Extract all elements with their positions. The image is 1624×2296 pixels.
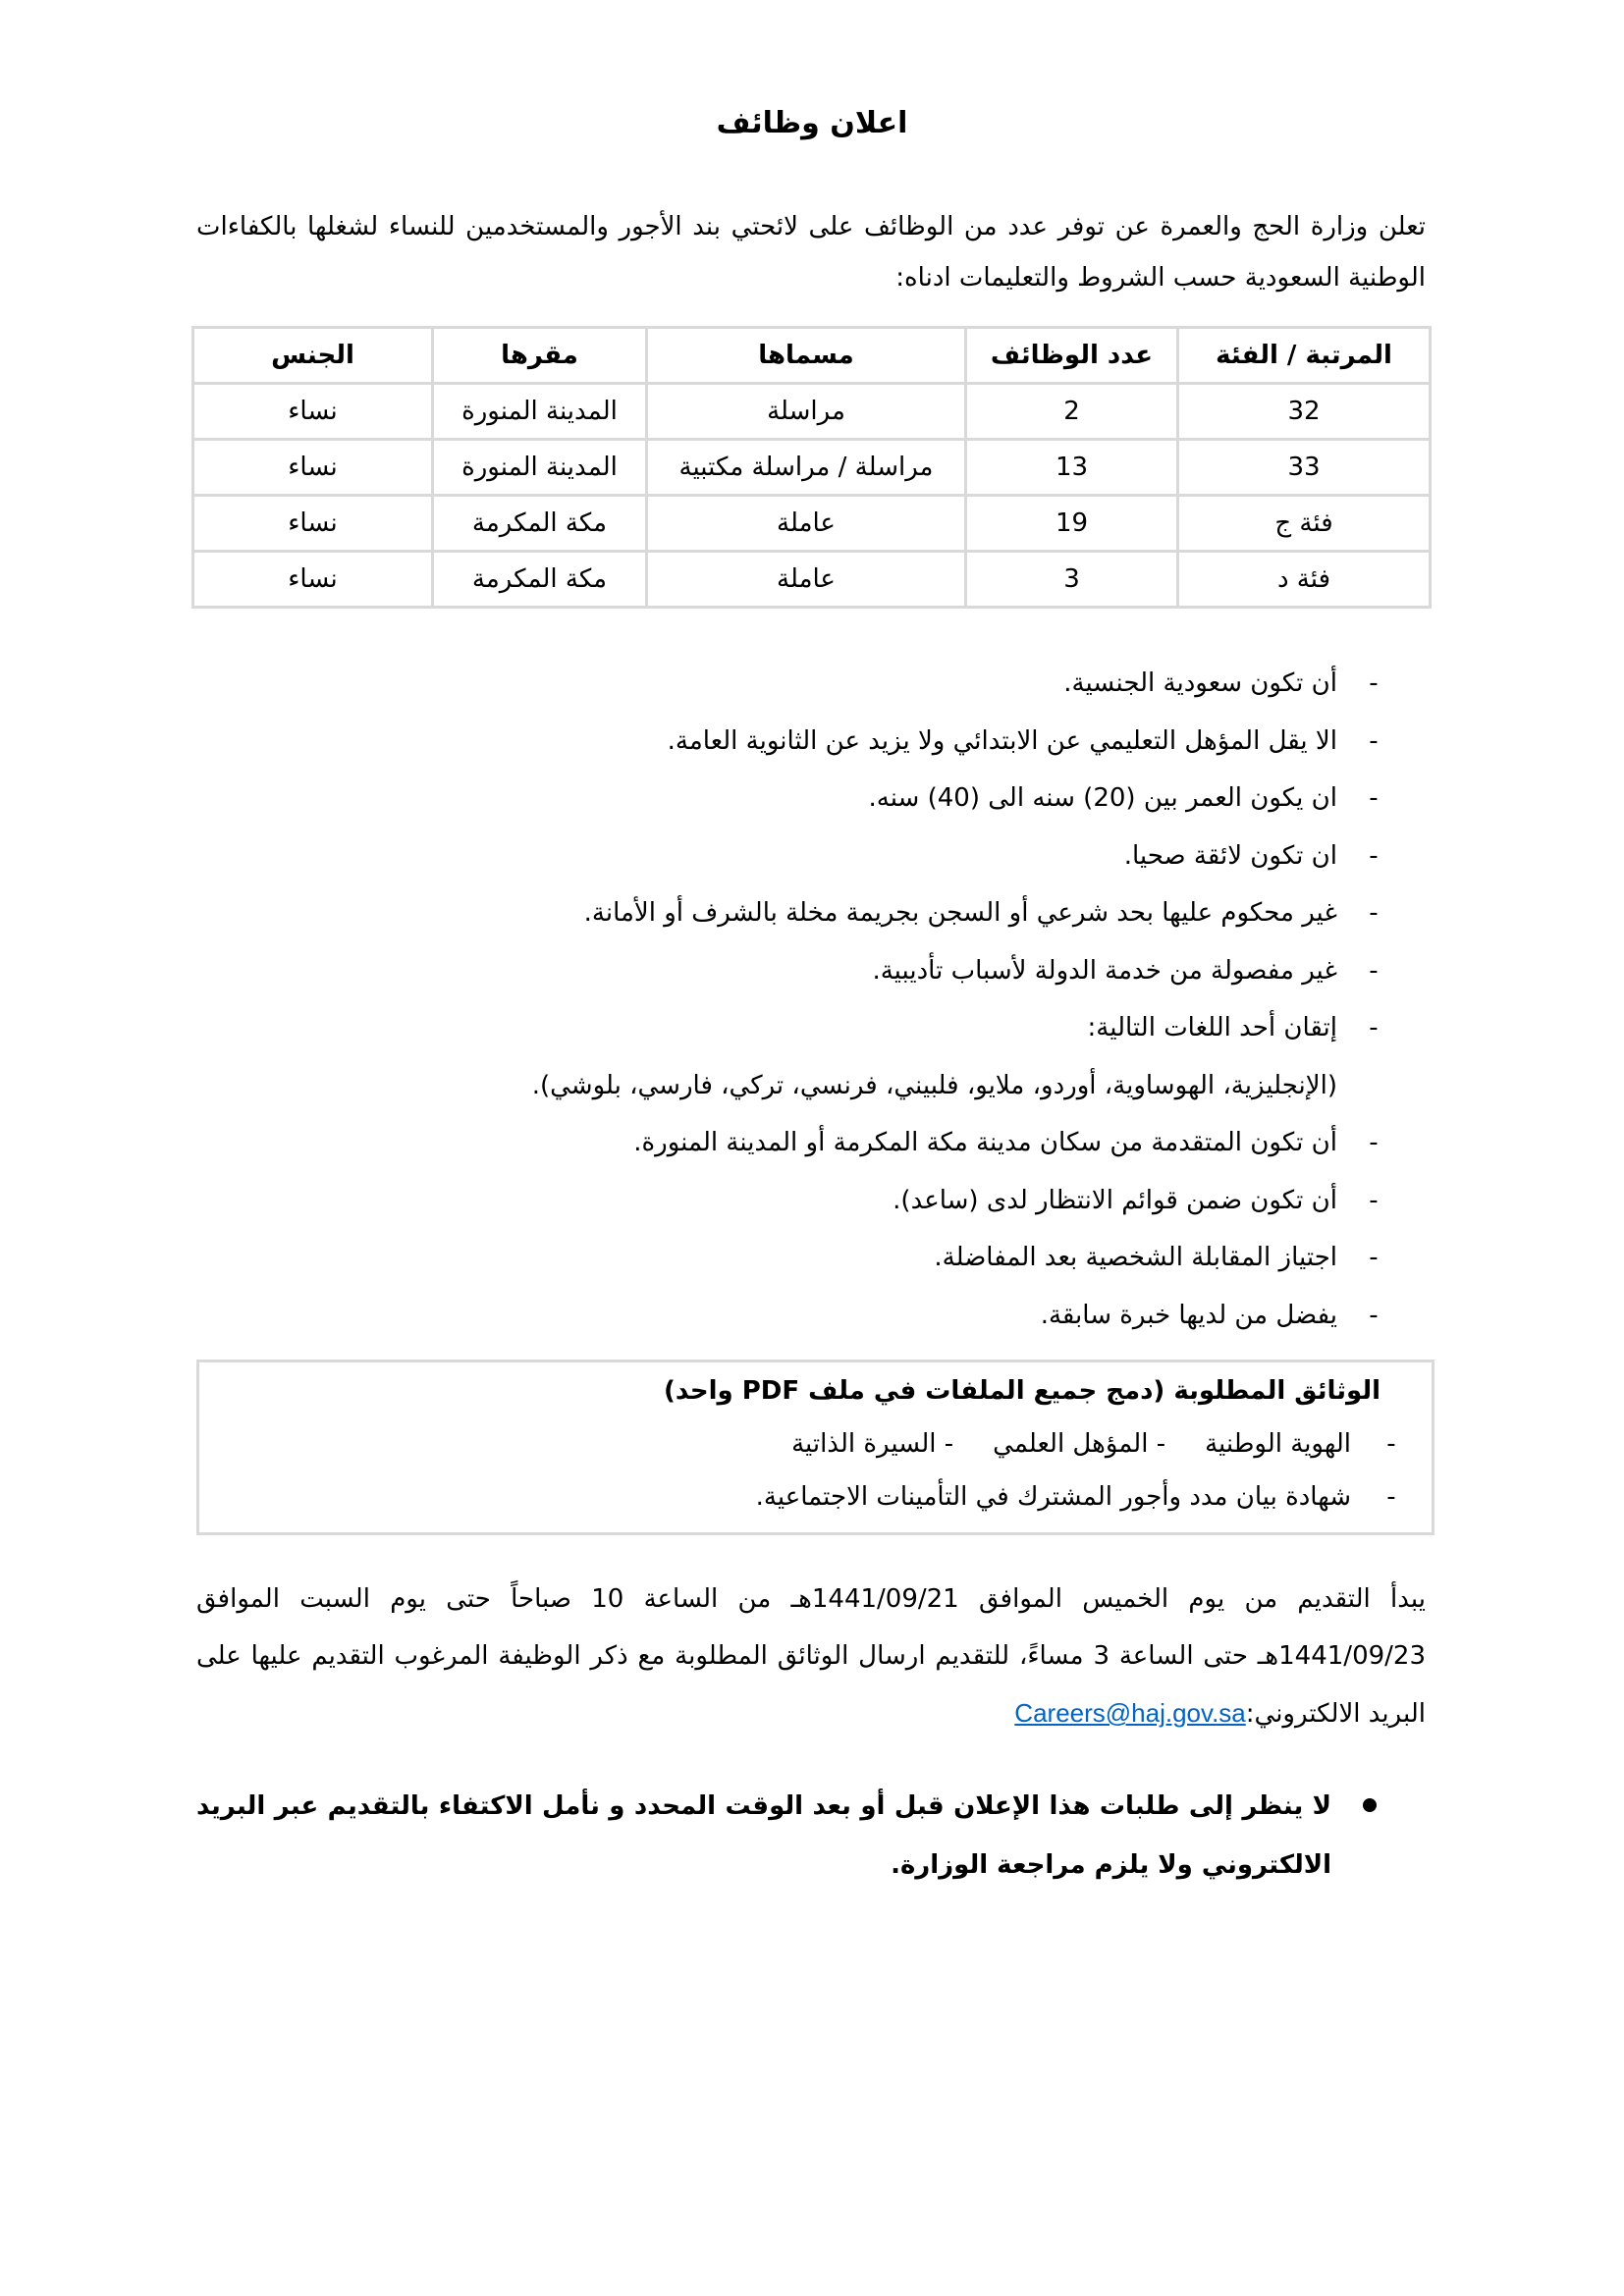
- document-item: - السيرة الذاتية: [791, 1429, 954, 1459]
- dash-marker: -: [1369, 725, 1379, 756]
- required-documents-box: [196, 1360, 1435, 1535]
- application-paragraph: [196, 1571, 1426, 1742]
- intro-paragraph: تعلن وزارة الحج والعمرة عن توفر عدد من الوظائف على لائحتي بند الأجور والمستخدمين للنساء لشغلها بالكفاءات الوطنية السعودية حسب الشروط والتعليمات ادناه:: [196, 212, 1426, 293]
- conditions-list: [295, 659, 1426, 1348]
- dash-marker: -: [1369, 1243, 1379, 1272]
- condition-item: [295, 659, 1426, 717]
- cell-location: مكة المكرمة: [433, 496, 647, 552]
- cell-grade: 33: [1178, 440, 1431, 496]
- condition-item: [295, 1003, 1426, 1061]
- cell-count: 2: [966, 384, 1178, 440]
- cell-gender: نساء: [193, 384, 433, 440]
- languages-line: [295, 1061, 1426, 1119]
- bullet-icon: [1363, 1798, 1377, 1812]
- dash-marker: -: [1386, 1429, 1396, 1459]
- condition-item: [295, 1233, 1426, 1291]
- cell-location: مكة المكرمة: [433, 552, 647, 608]
- condition-text: يفضل من لديها خبرة سابقة.: [1040, 1300, 1337, 1330]
- documents-heading: الوثائق المطلوبة (دمج جميع الملفات في ملف PDF واحد): [663, 1376, 1380, 1406]
- condition-item: [295, 717, 1426, 774]
- cell-title: مراسلة: [647, 384, 966, 440]
- document-item: - المؤهل العلمي: [993, 1429, 1166, 1459]
- condition-item: [295, 1118, 1426, 1176]
- documents-line: [756, 1482, 1402, 1512]
- cell-grade: فئة ج: [1178, 496, 1431, 552]
- condition-item: [295, 946, 1426, 1004]
- cell-gender: نساء: [193, 552, 433, 608]
- languages-text: (الإنجليزية، الهوساوية، أوردو، ملايو، فلبيني، فرنسي، تركي، فارسي، بلوشي).: [531, 1070, 1337, 1100]
- cell-grade: فئة د: [1178, 552, 1431, 608]
- dash-marker: -: [1369, 1300, 1379, 1330]
- dash-marker: -: [1369, 955, 1379, 986]
- cell-count: 3: [966, 552, 1178, 608]
- condition-item: [295, 1291, 1426, 1349]
- cell-count: 19: [966, 496, 1178, 552]
- cell-gender: نساء: [193, 496, 433, 552]
- document-item: الهوية الوطنية: [1205, 1429, 1351, 1459]
- page-title: اعلان وظائف: [716, 106, 908, 140]
- table-row: [193, 552, 1431, 608]
- dash-marker: -: [1369, 783, 1379, 813]
- cell-title: عاملة: [647, 552, 966, 608]
- dash-marker: -: [1369, 898, 1379, 928]
- header-count: عدد الوظائف: [966, 328, 1178, 384]
- condition-text: إتقان أحد اللغات التالية:: [1087, 1013, 1337, 1042]
- notice-text: لا ينظر إلى طلبات هذا الإعلان قبل أو بعد الوقت المحدد و نأمل الاكتفاء بالتقديم عبر البريد الالكتروني ولا يلزم مراجعة الوزارة.: [196, 1791, 1331, 1880]
- documents-line: [791, 1429, 1402, 1459]
- header-location: مقرها: [433, 328, 647, 384]
- cell-title: مراسلة / مراسلة مكتبية: [647, 440, 966, 496]
- condition-text: ان تكون لائقة صحيا.: [1123, 840, 1337, 871]
- dash-marker: -: [1369, 1185, 1379, 1215]
- table-header-row: [193, 328, 1431, 384]
- condition-item: [295, 1176, 1426, 1234]
- condition-text: أن تكون سعودية الجنسية.: [1063, 668, 1337, 698]
- document-item: شهادة بيان مدد وأجور المشترك في التأمينات الاجتماعية.: [755, 1482, 1351, 1512]
- dash-marker: -: [1369, 668, 1379, 698]
- jobs-table: [191, 326, 1432, 609]
- condition-text: اجتياز المقابلة الشخصية بعد المفاضلة.: [934, 1243, 1337, 1272]
- header-grade: المرتبة / الفئة: [1178, 328, 1431, 384]
- table-row: [193, 440, 1431, 496]
- cell-location: المدينة المنورة: [433, 384, 647, 440]
- table-row: [193, 384, 1431, 440]
- dash-marker: -: [1386, 1482, 1396, 1512]
- notice-paragraph: [196, 1777, 1426, 1895]
- header-gender: الجنس: [193, 328, 433, 384]
- condition-item: [295, 831, 1426, 889]
- condition-text: الا يقل المؤهل التعليمي عن الابتدائي ولا يزيد عن الثانوية العامة.: [667, 725, 1337, 756]
- condition-text: ان يكون العمر بين (20) سنه الى (40) سنه.: [868, 783, 1337, 813]
- dash-marker: -: [1369, 840, 1379, 871]
- dash-marker: -: [1369, 1013, 1379, 1042]
- cell-count: 13: [966, 440, 1178, 496]
- condition-item: [295, 888, 1426, 946]
- condition-text: أن تكون المتقدمة من سكان مدينة مكة المكرمة أو المدينة المنورة.: [633, 1128, 1337, 1157]
- table-row: [193, 496, 1431, 552]
- condition-item: [295, 774, 1426, 831]
- cell-location: المدينة المنورة: [433, 440, 647, 496]
- cell-gender: نساء: [193, 440, 433, 496]
- condition-text: غير محكوم عليها بحد شرعي أو السجن بجريمة مخلة بالشرف أو الأمانة.: [583, 898, 1337, 928]
- application-text: يبدأ التقديم من يوم الخميس الموافق 1441/09/21هـ من الساعة 10 صباحاً حتى يوم السبت الموافق 1441/09/23هـ حتى الساعة 3 مساءً، للتقديم ارسال الوثائق المطلوبة مع ذكر الوظيفة المرغوب التقديم عليها على البريد الالكتروني:: [196, 1584, 1426, 1729]
- condition-text: أن تكون ضمن قوائم الانتظار لدى (ساعد).: [893, 1185, 1337, 1215]
- cell-title: عاملة: [647, 496, 966, 552]
- header-title: مسماها: [647, 328, 966, 384]
- cell-grade: 32: [1178, 384, 1431, 440]
- email-link[interactable]: Careers@haj.gov.sa: [1014, 1698, 1246, 1728]
- condition-text: غير مفصولة من خدمة الدولة لأسباب تأديبية.: [872, 955, 1337, 986]
- dash-marker: -: [1369, 1128, 1379, 1157]
